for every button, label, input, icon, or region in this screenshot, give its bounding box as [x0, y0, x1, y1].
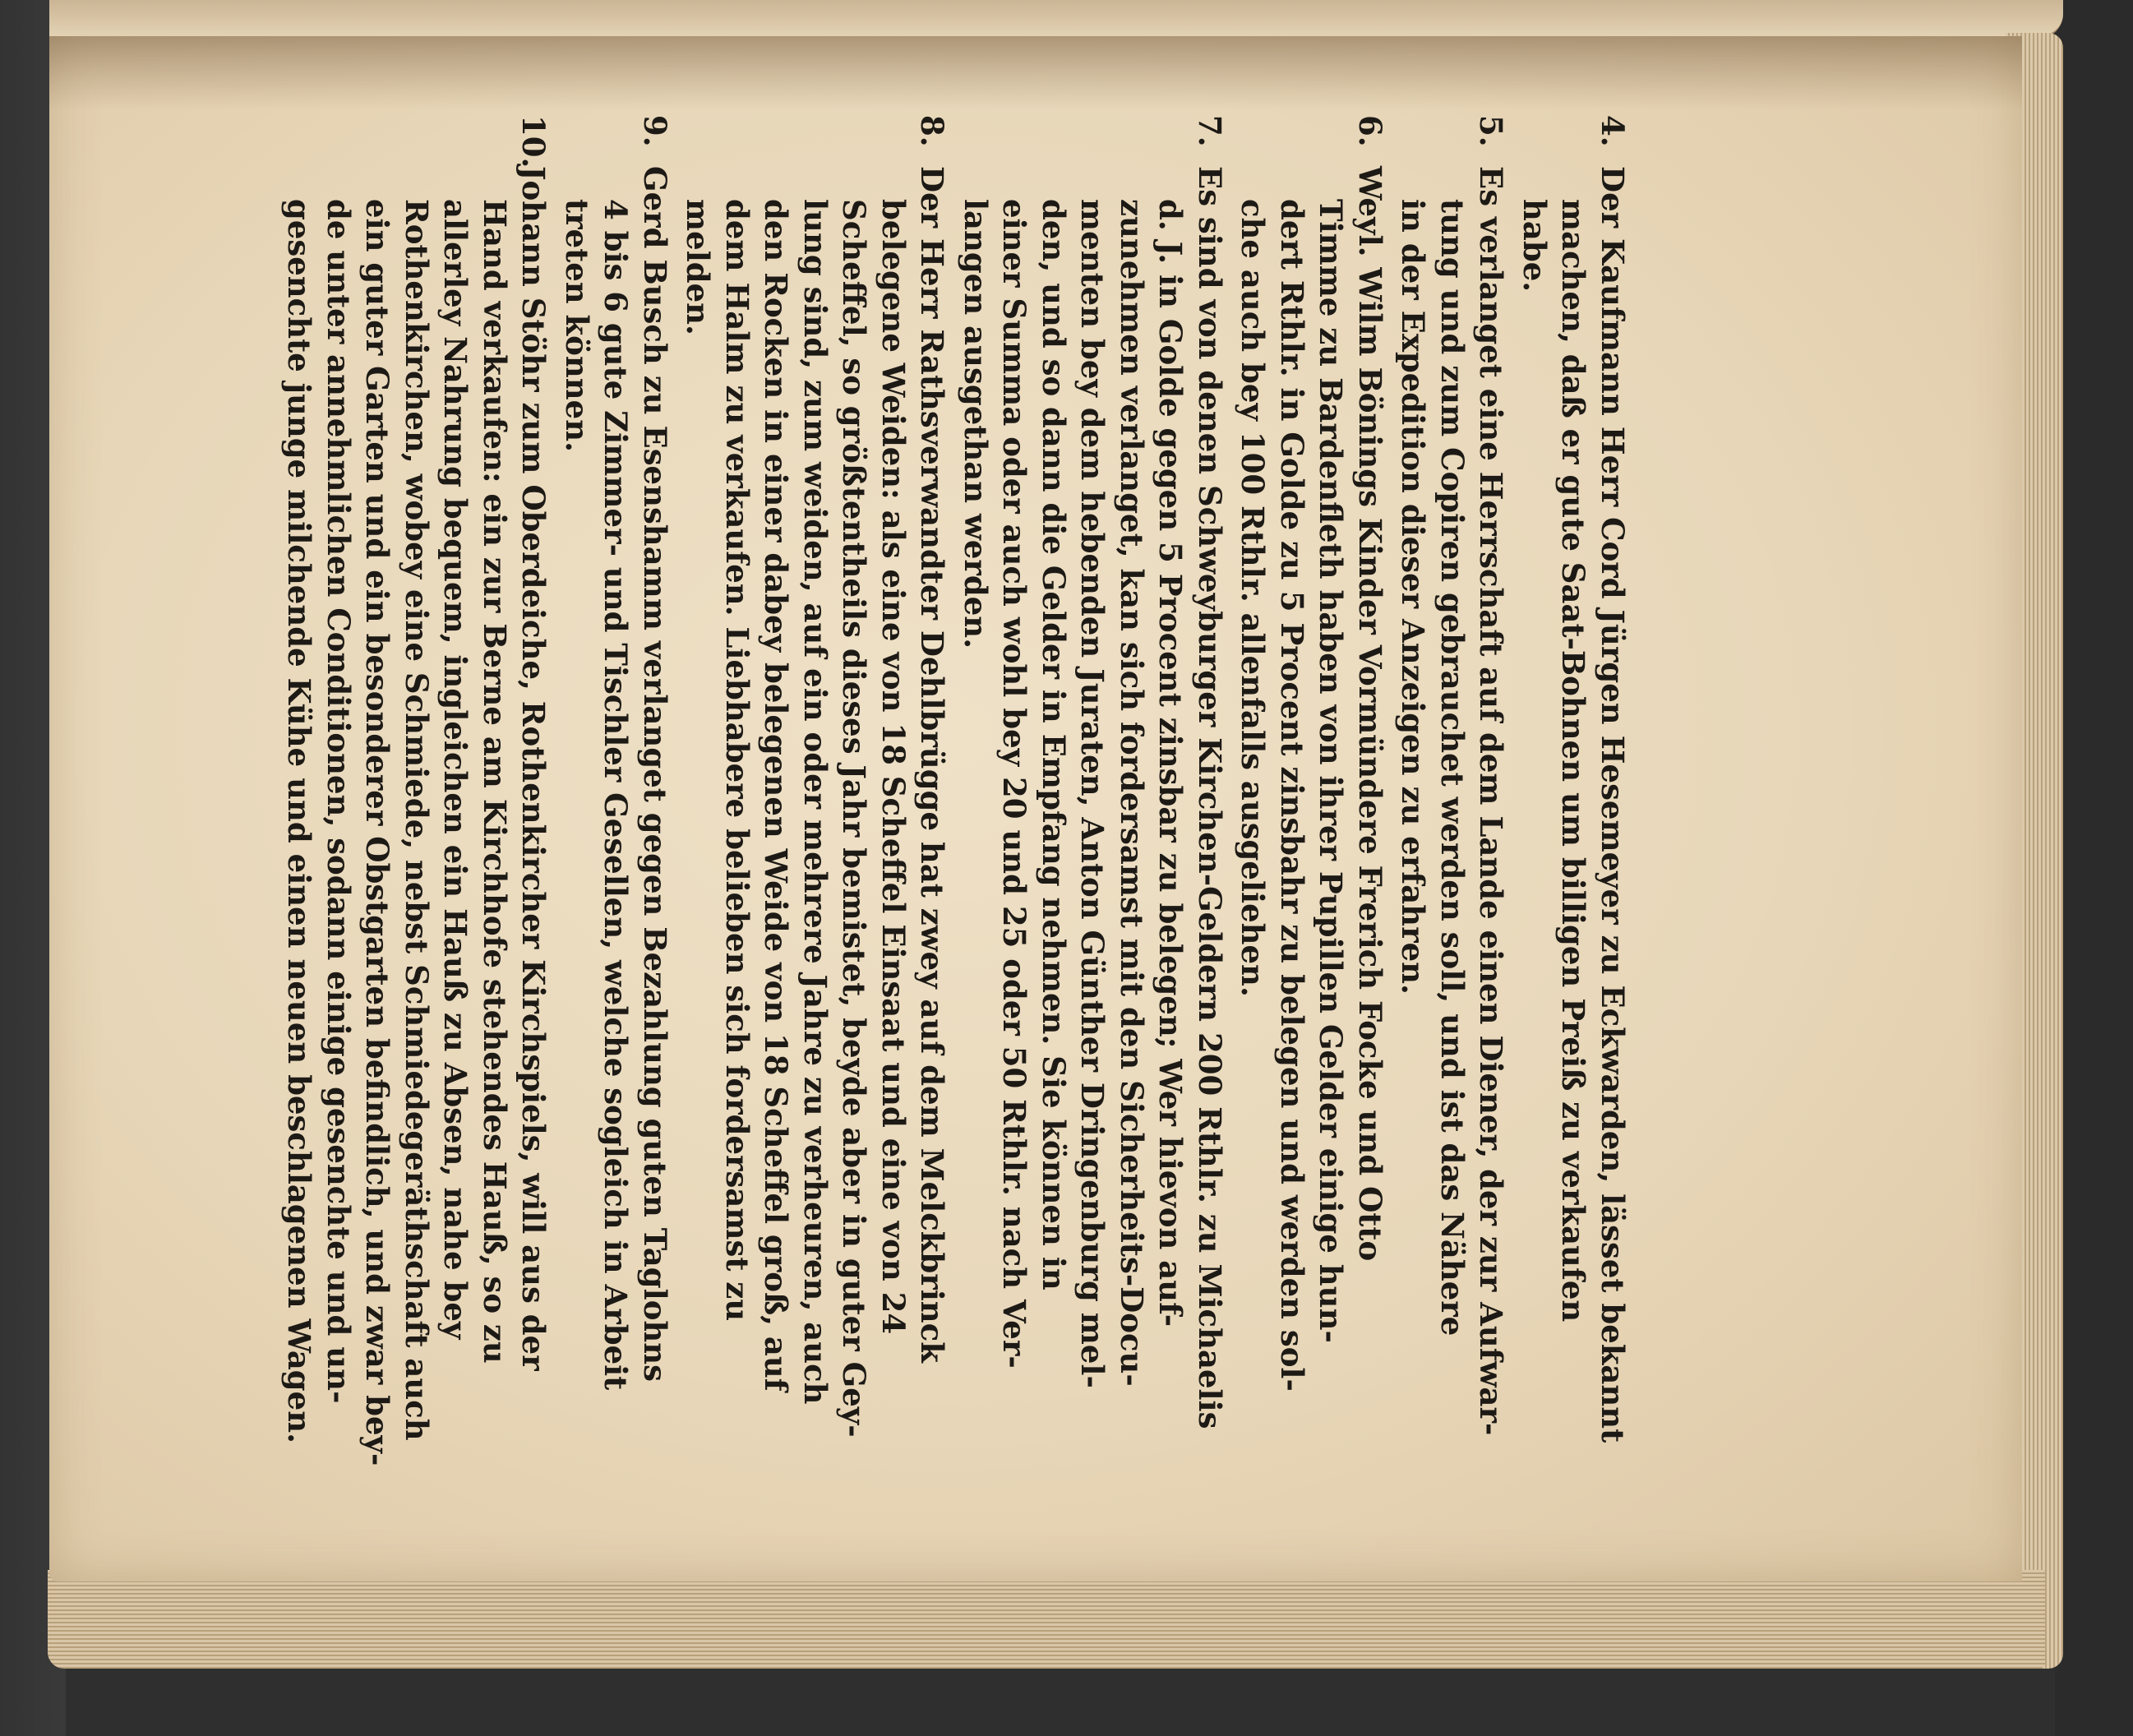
entry-number: 10. — [515, 115, 552, 169]
notice-entry — [1233, 115, 1389, 1414]
entry-line: habe. — [1517, 199, 1553, 293]
entry-line: in der Expedition dieser Anzeigen zu erfahren. — [1395, 199, 1432, 995]
gutter-shadow — [49, 36, 2022, 110]
entry-number: 9. — [637, 115, 673, 147]
entry-body — [557, 166, 675, 1414]
entry-line: dem Halm zu verkaufen. Liebhabere belieben sich fordersamst zu — [719, 199, 755, 1322]
notice-entry — [956, 115, 1230, 1429]
entry-line: allerley Nahrung bequem, ingleichen ein Hauß zu Absen, nahe bey — [437, 199, 474, 1340]
entry-line: 4 bis 6 gute Zimmer- und Tischler Gesellen, welche sogleich in Arbeit — [598, 199, 635, 1391]
entry-line: che auch bey 100 Rthlr. allenfalls ausgeliehen. — [1235, 199, 1272, 997]
entry-line: machen, daß er gute Saat-Bohnen um billigen Preiß zu verkaufen — [1555, 199, 1592, 1323]
entry-line: den Rocken in einer dabey belegenen Weide von 18 Scheffel groß, auf — [758, 199, 795, 1392]
entry-number: 8. — [914, 115, 951, 147]
entry-line: langen ausgethan werden. — [958, 199, 994, 649]
entry-line: Timme zu Bardenfleth haben von ihrer Pupillen Gelder einige hun- — [1313, 199, 1350, 1343]
notice-entry — [1515, 115, 1632, 1443]
entry-line: Hand verkaufen: ein zur Berne am Kirchhofe stehendes Hauß, so zu — [477, 199, 513, 1364]
notice-entry — [279, 115, 553, 1466]
entry-line: menten bey dem hebenden Juraten, Anton Günther Dringenburg mel- — [1074, 199, 1111, 1388]
entry-number: 7. — [1192, 115, 1228, 147]
next-leaf-edge — [49, 0, 2063, 39]
entry-line: de unter annehmlichen Conditionen, sodann einige gesenchte und un- — [321, 199, 357, 1404]
entry-body — [279, 166, 553, 1466]
entry-line: treten können. — [559, 199, 595, 452]
entry-line: Es verlanget eine Herrschaft auf dem Lande einen Diener, der zur Aufwar- — [1473, 166, 1510, 1436]
entry-line: Der Herr Rathsverwandter Dehlbrügge hat zwey auf dem Melckbrinck — [914, 166, 951, 1363]
page-block-edge-bottom — [48, 1570, 2045, 1669]
entry-line: lung sind, zum weiden, auf ein oder mehrere Jahre zu verheuren, auch — [797, 199, 833, 1405]
entry-line: Gerd Busch zu Esenshamm verlanget gegen Bezahlung guten Taglohns — [637, 166, 673, 1383]
entry-line: belegene Weiden: als eine von 18 Scheffel Einsaat und eine von 24 — [875, 199, 912, 1335]
notice-list — [103, 115, 1632, 1466]
entry-body — [956, 166, 1230, 1429]
entry-body — [1393, 166, 1511, 1435]
entry-line: Weyl. Wilm Bönings Kinder Vormündere Frerich Focke und Otto — [1352, 166, 1388, 1262]
entry-line: gesenchte junge milchende Kühe und einen neuen beschlagenen Wagen. — [281, 199, 318, 1443]
notice-entry — [557, 115, 675, 1414]
entry-number: 4. — [1595, 115, 1631, 147]
entry-line: ein guter Garten und ein besonderer Obstgarten befindlich, und zwar bey- — [359, 199, 396, 1466]
entry-line: einer Summa oder auch wohl bey 20 und 25 oder 50 Rthlr. nach Ver- — [996, 199, 1033, 1369]
entry-line: dert Rthlr. in Golde zu 5 Procent zinsbahr zu belegen und werden sol- — [1274, 199, 1310, 1392]
entry-line: Der Kaufmann Herr Cord Jürgen Hesemeyer zu Eckwarden, lässet bekannt — [1595, 166, 1631, 1443]
entry-line: d. J. in Golde gegen 5 Procent zinsbar zu belegen; Wer hievon auf- — [1152, 199, 1189, 1327]
entry-body — [678, 166, 952, 1438]
notice-entry — [1393, 115, 1511, 1436]
entry-line: tung und zum Copiren gebrauchet werden soll, und ist das Nähere — [1434, 199, 1470, 1337]
entry-line: den, und so dann die Gelder in Empfang nehmen. Sie können in — [1036, 199, 1072, 1290]
entry-line: zunehmen verlanget, kan sich fordersamst mit den Sicherheits-Docu- — [1114, 199, 1150, 1387]
scanner-backdrop-right — [2055, 0, 2133, 1736]
entry-line: Scheffel, so größtentheils dieses Jahr bemistet, beyde aber in guter Gey- — [836, 199, 873, 1438]
entry-body — [1515, 166, 1632, 1443]
entry-number: 6. — [1352, 115, 1388, 147]
notice-entry — [678, 115, 952, 1438]
entry-line: Johann Stöhr zum Oberdeiche, Rothenkircher Kirchspiels, will aus der — [515, 166, 552, 1371]
entry-line: melden. — [680, 199, 717, 335]
entry-number: 5. — [1473, 115, 1510, 147]
entry-body — [1233, 166, 1389, 1414]
entry-line: Rothenkirchen, wobey eine Schmiede, nebst Schmiedegeräthschaft auch — [399, 199, 435, 1441]
entry-line: Es sind von denen Schweyburger Kirchen-Geldern 200 Rthlr. zu Michaelis — [1192, 166, 1228, 1429]
